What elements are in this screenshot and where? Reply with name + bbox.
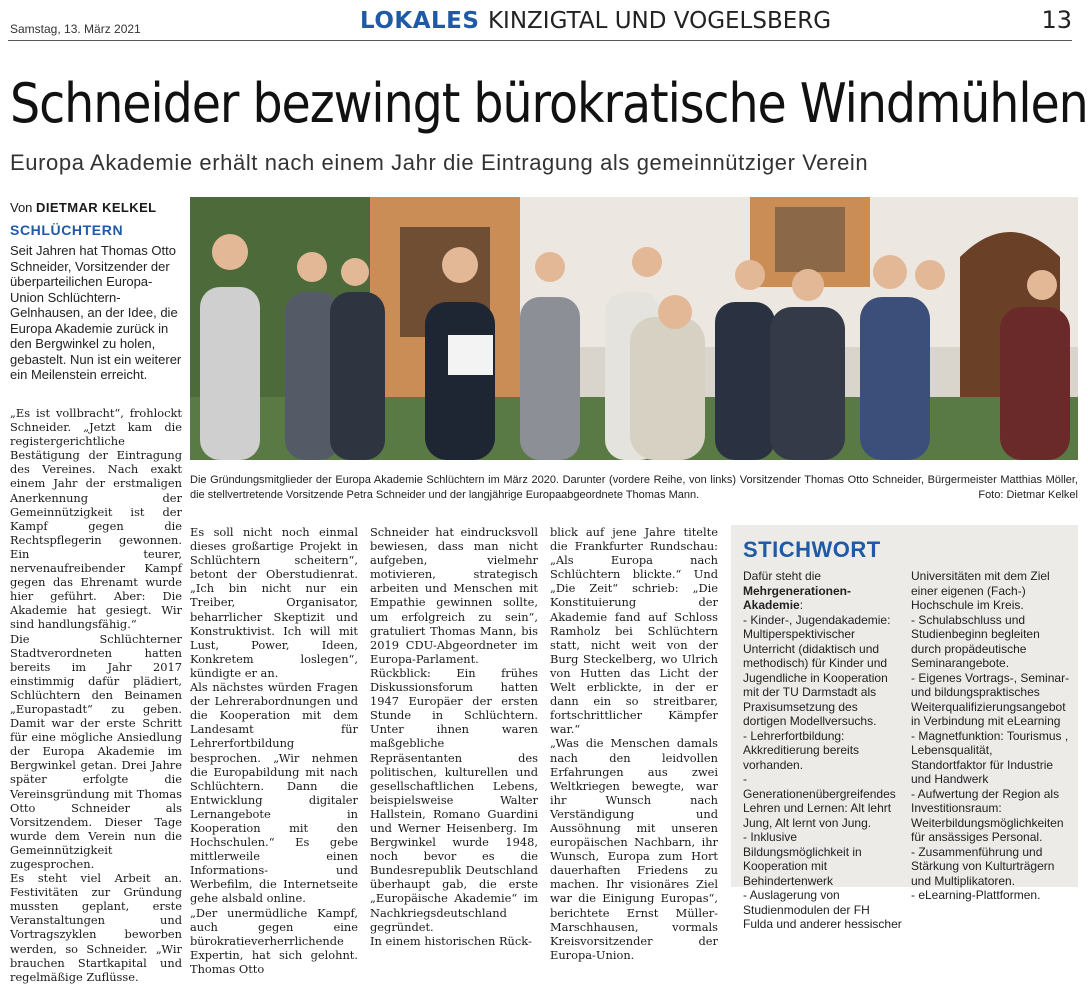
photo-credit: Foto: Dietmar Kelkel	[978, 489, 1078, 501]
article-headline: Schneider bezwingt bürokratische Windmühlen	[10, 72, 1088, 135]
paragraph: Die Schlüchterner Stadtverordneten hatten bereits im Jahr 2017 einstimmig dafür plädiert, Schlüchtern den Beinamen „Europastadt“ zu geben. Damit war der erste Schritt für eine mögliche Ansiedlung der Europa Akademie im Bergwinkel getan. Drei Jahre später erfolgte die Vereinsgründung mit Thomas Otto Schneider als Vorsitzendem. Dieser Tage wurde dem Verein nun die Gemeinnützigkeit zugesprochen.	[10, 631, 182, 871]
paragraph: Als nächstes würden Fragen der Lehrerabordnungen und die Kooperation mit dem Landesamt für Lehrerfortbildung besprochen. „Wir nehmen die Europabildung mit nach Schlüchtern. Dann die Entwicklung digitaler Lernangebote in Kooperation mit den Hochschulen.“ Es gebe mittlerweile einen Informations- und Werbefilm, die Internetseite gehe alsbald online.	[190, 680, 358, 906]
stichwort-box	[731, 525, 1078, 931]
list-item: - Generationenübergreifendes Lehren und Lernen: Alt lehrt Jung, Alt lernt von Jung.	[743, 772, 896, 830]
article-subheadline: Europa Akademie erhält nach einem Jahr die Eintragung als gemeinnütziger Verein	[10, 150, 869, 175]
byline	[10, 200, 156, 215]
paragraph: Es soll nicht noch einmal dieses großartige Projekt in Schlüchtern scheitern“, betont der Oberstudienrat. „Ich bin nicht nur ein Treiber, Organisator, beharrlicher Skeptizit und Konstruktivist. Ich will mit Lust, Power, Ideen, Konkretem loslegen“, kündigte er an.	[190, 525, 358, 680]
section-title	[360, 8, 831, 34]
dateline: SCHLÜCHTERN	[10, 222, 124, 238]
intro-prefix: Dafür steht die	[743, 569, 822, 583]
issue-date: Samstag, 13. März 2021	[10, 22, 141, 36]
page-number: 13	[1041, 6, 1072, 34]
list-item: - Schulabschluss und Studienbeginn begleiten durch propädeutische Seminarangebote.	[911, 612, 1040, 670]
list-item: - eLearning-Plattformen.	[911, 888, 1041, 902]
section-keyword: LOKALES	[360, 8, 480, 34]
article-column-1	[10, 406, 182, 984]
list-item: - Kinder-, Jugendakademie: Multiperspektivischer Unterricht (didaktisch und methodisch) für Kinder und Jugendliche in Kooperation mit der TU Darmstadt als Praxisumsetzung des dortigen Modellversuchs.	[743, 612, 891, 728]
group-photo	[190, 197, 1078, 460]
header-divider	[8, 40, 1072, 41]
stichwort-column-left	[743, 569, 903, 932]
list-item: - Aufwertung der Region als Investitionsraum: Weiterbildungsmöglichkeiten für ansässiges Personal.	[911, 786, 1064, 844]
paragraph: „Es ist vollbracht“, frohlockt Schneider. „Jetzt kam die registergerichtliche Bestätigung der Eintragung des Vereines. Nach exakt einem Jahr der erstmaligen Anerkennung der Gemeinnützigkeit ist der Kampf gegen die Rechtspflegerin gewonnen. Ein teurer, nervenaufreibender Kampf gegen das Ehrenamt wurde hier geführt. Aber: Die Akademie hat gesiegt. Wir sind handlungsfähig.“	[10, 406, 182, 632]
list-item: - Inklusive Bildungsmöglichkeit in Kooperation mit Behindertenwerk	[743, 830, 862, 888]
photo-caption	[190, 473, 1078, 503]
section-region: KINZIGTAL UND VOGELSBERG	[487, 8, 832, 34]
list-item: - Zusammenführung und Stärkung von Kulturträgern und Multiplikatoren.	[911, 844, 1055, 888]
article-lead: Seit Jahren hat Thomas Otto Schneider, Vorsitzender der überparteilichen Europa-Union Schlüchtern-Gelnhausen, an der Idee, die Europa Akademie zurück in den Bergwinkel zu holen, gebastelt. Nun ist ein weiterer ein Meilenstein erreicht.	[10, 243, 182, 382]
list-item: - Eigenes Vortrags-, Seminar- und bildungspraktisches Weiterqualifizierungsangebot in Verbindung mit eLearning	[911, 670, 1070, 728]
paragraph: „Der unermüdliche Kampf, auch gegen eine bürokratieverherrlichende Expertin, hat sich gelohnt. Thomas Otto	[190, 905, 358, 976]
paragraph: blick auf jene Jahre titelte die Frankfurter Rundschau: „Als Europa nach Schlüchtern blickte.“ Und „Die Zeit“ schrieb: „Die Konstituierung der Akademie fand auf Schloss Ramholz bei Schlüchtern statt, nicht weit von der Burg Steckelberg, wo Ulrich von Hutten das Licht der Welt erblickte, in der er dann ein so streitbarer, fortschrittlicher Kämpfer war.“	[550, 525, 718, 737]
caption-text: Die Gründungsmitglieder der Europa Akademie Schlüchtern im März 2020. Darunter (vordere Reihe, von links) Vorsitzender Thomas Otto Schneider, Bürgermeister Matthias Möller, die stellvertretende Vorsitzende Petra Schneider und der langjährige Europaabgeordnete Thomas Mann.	[190, 474, 1078, 501]
author-name: DIETMAR KELKEL	[36, 200, 157, 215]
photo-illustration	[190, 197, 1078, 460]
list-item: - Magnetfunktion: Tourismus , Lebensqualität, Standortfaktor für Industrie und Handwerk	[911, 728, 1069, 786]
paragraph: „Was die Menschen damals nach den leidvollen Erfahrungen aus zwei Weltkriegen bewegte, war ihr Wunsch nach Verständigung und Aussöhnung mit unseren europäischen Nachbarn, ihr Wunsch, Europa zum Hort dauerhaften Friedens zu machen. Ihr visionäres Ziel war die Einigung Europas“, berichtete Ernst Müller-Marschhausen, vormals Kreisvorsitzender der Europa-Union.	[550, 736, 718, 962]
stichwort-title: STICHWORT	[743, 537, 881, 562]
stichwort-column-right	[911, 569, 1071, 903]
article-column-2	[190, 525, 358, 976]
article-column-4	[550, 525, 718, 962]
intro-bold: Mehrgenerationen-Akademie	[743, 583, 852, 612]
paragraph: In einem historischen Rück-	[370, 933, 532, 948]
stichwort-intro	[743, 569, 903, 613]
paragraph: Es steht viel Arbeit an. Festivitäten zur Gründung mussten geplant, erste Veranstaltungen und Vortragszyklen beworben werden, so Schneider. „Wir brauchen Startkapital und regelmäßige Zuflüsse.	[10, 871, 182, 984]
byline-prefix: Von	[10, 200, 33, 215]
list-item: - Lehrerfortbildung: Akkreditierung bereits vorhanden.	[743, 728, 860, 772]
list-item: Universitäten mit dem Ziel einer eigenen (Fach-) Hochschule im Kreis.	[911, 569, 1050, 612]
article-column-3	[370, 525, 538, 948]
intro-suffix: :	[799, 598, 804, 612]
paragraph: Schneider hat eindrucksvoll bewiesen, dass man nicht aufgeben, vielmehr motivieren, strategisch arbeiten und Menschen mit Empathie gewinnen sollte, um erfolgreich zu sein“, gratuliert Thomas Mann, bis 2019 CDU-Abgeordneter im Europa-Parlament.	[370, 525, 538, 666]
list-item: - Auslagerung von Studienmodulen der FH Fulda und anderer hessischer	[743, 888, 902, 931]
paragraph: Rückblick: Ein frühes Diskussionsforum hatten 1947 Europäer der ersten Stunde in Schlüchtern. Unter ihnen waren maßgebliche Repräsentanten des politischen, kulturellen und gesellschaftlichen Lebens, beispielsweise Walter Hallstein, Romano Guardini und Werner Heisenberg. Im Bergwinkel wurde 1948, noch bevor es die Bundesrepublik Deutschland überhaupt gab, die erste „Europäische Akademie“ im Nachkriegsdeutschland gegründet.	[370, 665, 538, 934]
